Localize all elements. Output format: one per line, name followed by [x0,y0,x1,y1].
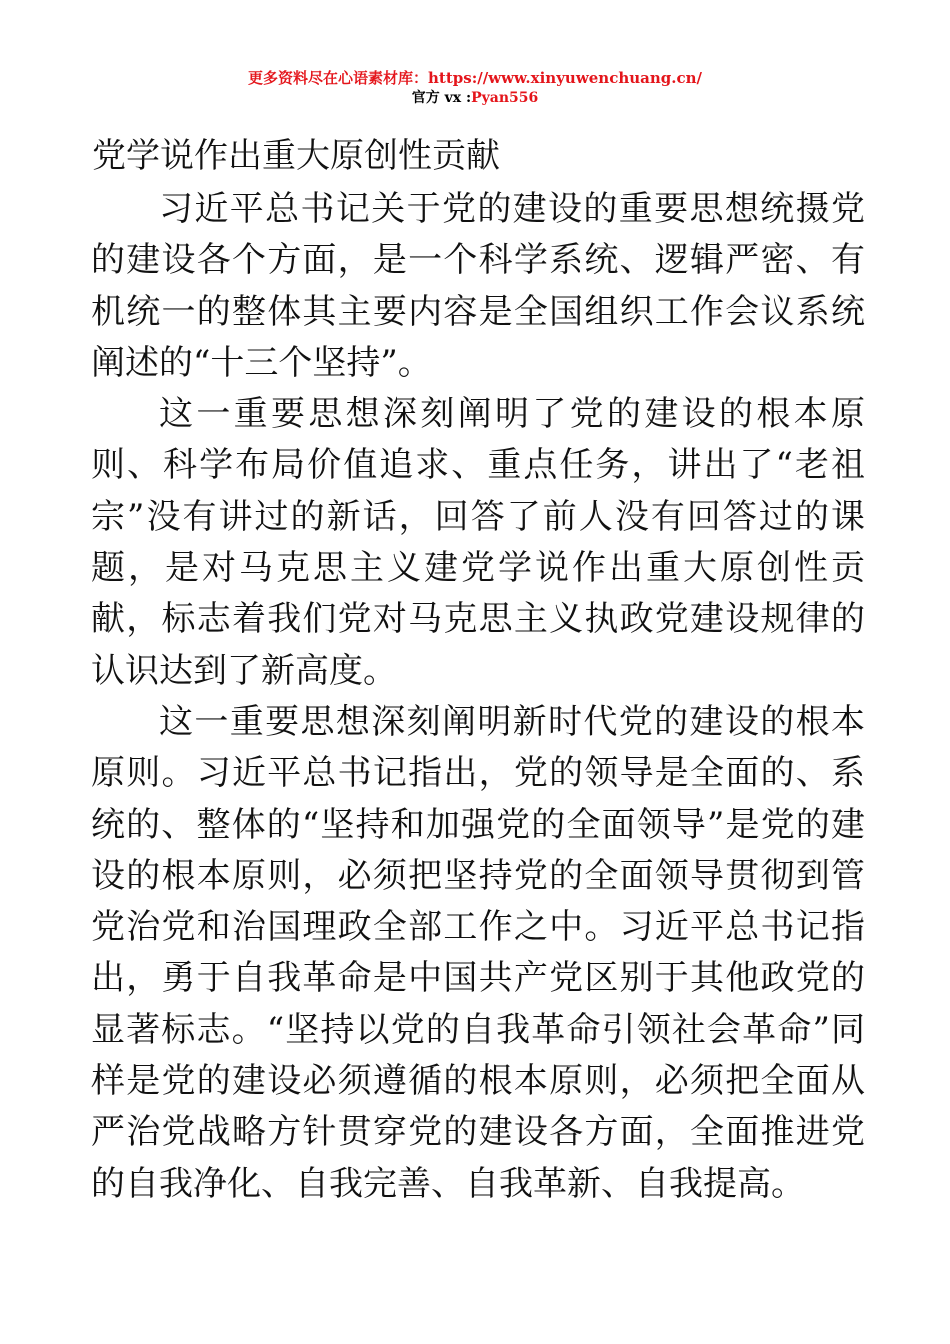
document-title: 党学说作出重大原创性贡献 [92,136,500,176]
promo-text: 更多资料尽在心语素材库： [248,69,429,87]
paragraph-2: 这一重要思想深刻阐明了党的建设的根本原则、科学布局价值追求、重点任务，讲出了“老祖宗”没有讲过的新话，回答了前人没有回答过的课题，是对马克思主义建党学说作出重大原创性贡献，标志着我们党对马克思主义执政党建设规律的认识达到了新高度。 [91,394,865,691]
document-body [91,184,865,1210]
promo-url-link[interactable]: https://www.xinyuwenchuang.cn/ [428,69,702,87]
paragraph-1: 习近平总书记关于党的建设的重要思想统摄党的建设各个方面，是一个科学系统、逻辑严密、有机统一的整体其主要内容是全国组织工作会议系统阐述的“十三个坚持”。 [91,189,865,383]
contact-id: Pyan556 [471,90,539,106]
contact-prefix: 官方 vx : [411,90,472,106]
paragraph-3: 这一重要思想深刻阐明新时代党的建设的根本原则。习近平总书记指出，党的领导是全面的、系统的、整体的“坚持和加强党的全面领导”是党的建设的根本原则，必须把坚持党的全面领导贯彻到管党治党和治国理政全部工作之中。习近平总书记指出，勇于自我革命是中国共产党区别于其他政党的显著标志。“坚持以党的自我革命引领社会革命”同样是党的建设必须遵循的根本原则，必须把全面从严治党战略方针贯穿党的建设各方面，全面推进党的自我净化、自我完善、自我革新、自我提高。 [91,701,865,1204]
contact-line [0,88,950,108]
promo-line [0,68,950,88]
page-header [0,68,950,108]
